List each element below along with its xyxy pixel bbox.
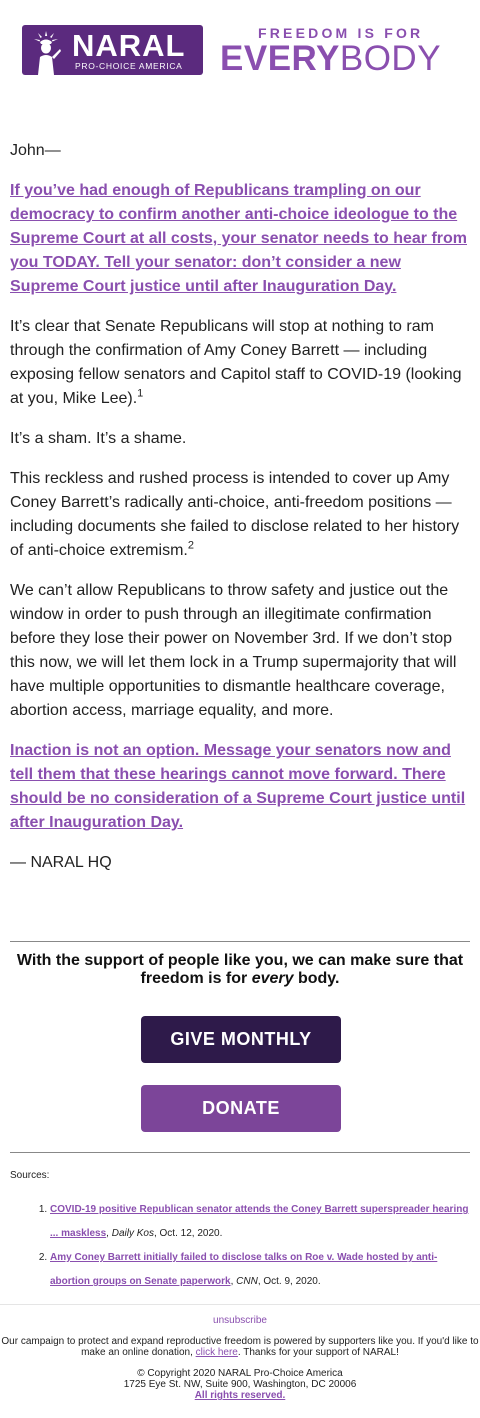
action-link-1[interactable]: If you’ve had enough of Republicans trampling on our democracy to confirm another anti-choice ideologue to the Supreme Court at all costs, your senator needs to hear from you TODAY. Tell your senator: don’t consider a new Supreme Court justice until after Inauguration Day.: [10, 182, 467, 295]
logo-name: NARAL: [72, 28, 186, 63]
divider-top: [10, 941, 470, 942]
paragraph-3-text: This reckless and rushed process is intended to cover up Amy Coney Barrett’s radically anti-choice, anti-freedom positions — including documents she failed to disclose related to her history of anti-choice extremism.: [10, 470, 460, 559]
naral-logo[interactable]: [22, 25, 203, 75]
source-date-1: , Oct. 12, 2020.: [153, 1228, 223, 1239]
address: 1725 Eye St. NW, Suite 900, Washington, DC 20006: [123, 1379, 357, 1390]
statue-of-liberty-icon: [26, 27, 66, 75]
email-header: [0, 0, 480, 110]
signoff: — NARAL HQ: [10, 854, 112, 871]
sources-list: [10, 1198, 470, 1294]
donate-button[interactable]: DONATE: [141, 1085, 341, 1132]
tagline-every: EVERY: [220, 39, 340, 78]
campaign-note: [0, 1336, 480, 1358]
paragraph-1: [10, 315, 470, 411]
source-date-2: , Oct. 9, 2020.: [257, 1276, 321, 1287]
email-footer: [0, 1315, 480, 1401]
support-message: [10, 952, 470, 988]
sources-label: Sources:: [10, 1170, 50, 1181]
greeting: John—: [10, 142, 61, 159]
support-text-em: every: [251, 970, 294, 987]
unsubscribe-link[interactable]: unsubscribe: [213, 1315, 267, 1326]
source-link-1[interactable]: COVID-19 positive Republican senator attends the Coney Barrett superspreader hearing ... maskless: [50, 1204, 469, 1239]
source-item: 2. Amy Coney Barrett initially failed to disclose talks on Roe v. Wade hosted by anti-abortion groups on Senate paperwork, CNN, Oct. 9, 2020.: [50, 1246, 470, 1294]
footnote-ref-2: 2: [187, 539, 194, 552]
source-item: 1. COVID-19 positive Republican senator attends the Coney Barrett superspreader hearing ... maskless, Daily Kos, Oct. 12, 2020.: [50, 1198, 470, 1246]
give-monthly-button[interactable]: GIVE MONTHLY: [141, 1016, 341, 1063]
footer-divider: [0, 1304, 480, 1305]
paragraph-4: We can’t allow Republicans to throw safety and justice out the window in order to push through an illegitimate confirmation before they lose their power on November 3rd. If we don’t stop this now, we will let them lock in a Trump supermajority that will have multiple opportunities to dismantle healthcare coverage, abortion access, marriage equality, and more.: [10, 582, 457, 719]
tagline-bottom: [220, 40, 441, 78]
logo-subtitle: PRO-CHOICE AMERICA: [75, 61, 183, 71]
support-text-before: With the support of people like you, we can make sure that freedom is for: [16, 952, 464, 987]
paragraph-2: It’s a sham. It’s a shame.: [10, 430, 187, 447]
campaign-text-before: Our campaign to protect and expand reproductive freedom is powered by supporters like you. If you'd like to make an online donation,: [1, 1336, 479, 1358]
all-rights-link[interactable]: All rights reserved.: [194, 1390, 286, 1401]
source-outlet-1: Daily Kos: [111, 1228, 154, 1239]
source-outlet-2: CNN: [236, 1276, 258, 1287]
tagline-body: BODY: [339, 39, 442, 78]
campaign-text-after: . Thanks for your support of NARAL!: [237, 1347, 399, 1358]
paragraph-1-text: It’s clear that Senate Republicans will stop at nothing to ram through the confirmation of Amy Coney Barrett — including exposing fellow senators and Capitol staff to COVID-19 (looking at you, Mike Lee).: [10, 318, 462, 407]
footnote-ref-1: 1: [137, 387, 144, 400]
email-body: [10, 139, 470, 891]
copyright: © Copyright 2020 NARAL Pro-Choice America: [137, 1368, 343, 1379]
tagline-top: FREEDOM IS FOR: [258, 25, 424, 41]
support-text-after: body.: [293, 970, 340, 987]
divider-bottom: [10, 1152, 470, 1153]
paragraph-3: [10, 467, 470, 563]
source-link-2[interactable]: Amy Coney Barrett initially failed to disclose talks on Roe v. Wade hosted by anti-abortion groups on Senate paperwork: [50, 1252, 438, 1287]
action-link-2[interactable]: Inaction is not an option. Message your senators now and tell them that these hearings cannot move forward. There should be no consideration of a Supreme Court justice until after Inauguration Day.: [10, 742, 466, 831]
click-here-link[interactable]: click here: [195, 1347, 238, 1358]
